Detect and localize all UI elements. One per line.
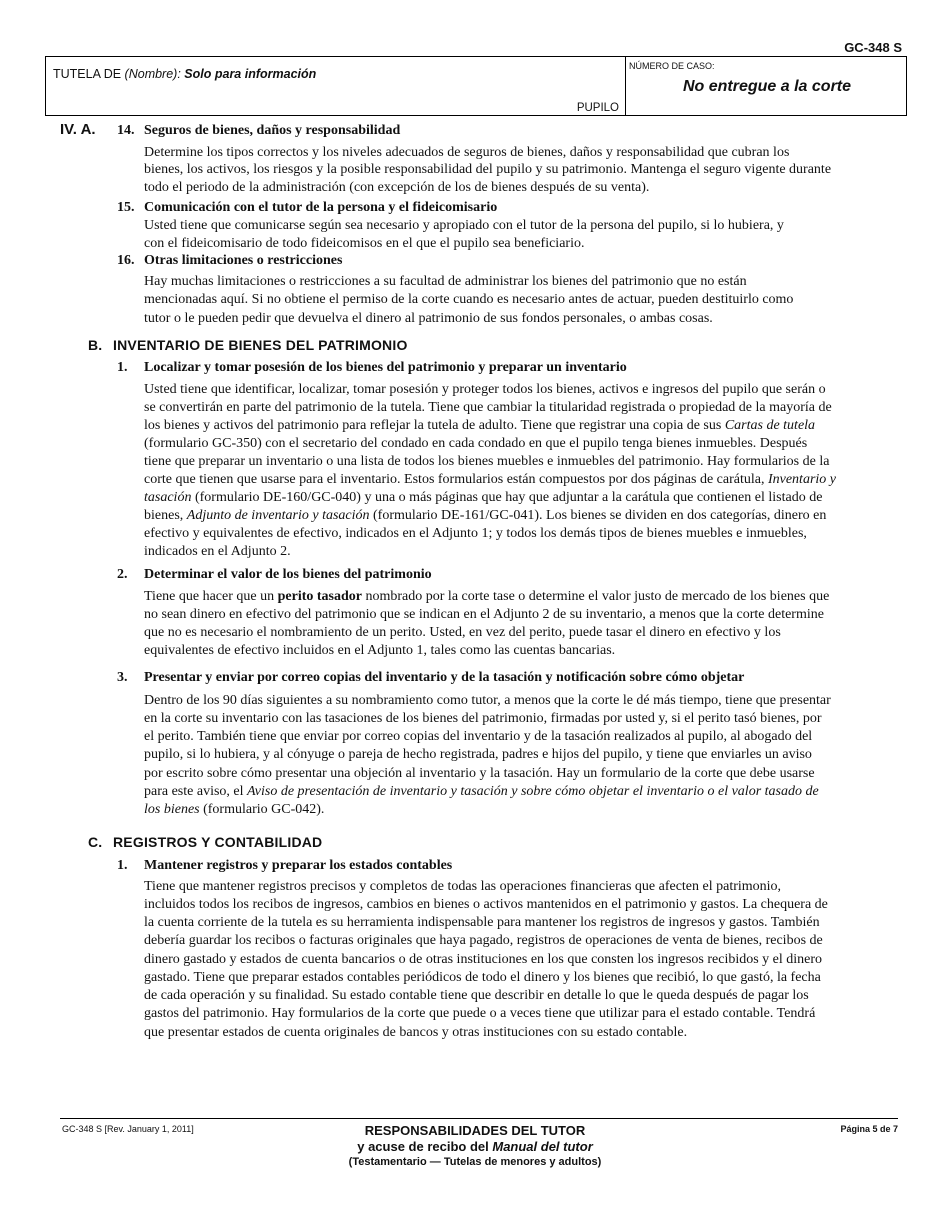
form-id: GC-348 S: [844, 40, 902, 55]
b3-line: pupilo, si lo hubiera, y al cónyuge o pareja de hecho registrada, padres e hijos del pupilo, y tiene que enviarles un aviso: [144, 747, 812, 762]
b1-line-text: (formulario DE-161/GC-041). Los bienes se dividen en dos categorías, dinero en: [369, 508, 827, 523]
case-number-value: No entregue a la corte: [682, 78, 852, 95]
case-caption-box: [45, 56, 907, 116]
b3-line-text: (formulario GC-042).: [199, 802, 325, 817]
item-16-line: Hay muchas limitaciones o restricciones a su facultad de administrar los bienes del patrimonio que no están: [144, 274, 747, 289]
footer-divider: [60, 1118, 898, 1119]
item-15-line: con el fideicomisario de todo fideicomisos en el que el pupilo sea beneficiario.: [144, 236, 585, 251]
guardianship-name-field: [46, 57, 626, 115]
c1-line: dinero gastado y estados de cuenta bancarios o de otras instituciones en los que consten los ingresos recibidos y el dinero: [144, 952, 823, 967]
adjunto-ref: Adjunto de inventario y tasación: [186, 508, 370, 523]
b3-line: el perito. También tiene que enviar por correo copias del inventario y de la tasación realizados al pupilo, al abogado del: [144, 729, 813, 744]
inventario-ref: Inventario y: [767, 472, 836, 487]
b3-title: Presentar y enviar por correo copias del inventario y de la tasación y notificación sobre cómo objetar: [144, 670, 745, 685]
b2-line-text: nombrado por la corte tase o determine el valor justo de mercado de los bienes que: [362, 589, 830, 604]
b2-line: que no es necesario el nombramiento de un perito. Usted, en vez del perito, puede tasar el dinero en efectivo y los: [144, 625, 781, 640]
b1-title: Localizar y tomar posesión de los bienes del patrimonio y preparar un inventario: [144, 360, 627, 375]
item-14-line: bienes, los activos, los riesgos y la posible responsabilidad del pupilo y su patrimonio. Mantenga el seguro vigente durante: [144, 162, 832, 177]
b3-line-text: para este aviso, el: [144, 784, 248, 799]
b1-line: indicados en el Adjunto 2.: [144, 544, 291, 559]
item-16-title: Otras limitaciones o restricciones: [144, 253, 343, 268]
b1-line: Usted tiene que identificar, localizar, tomar posesión y proteger todos los bienes, activos e ingresos del pupilo que serán o: [144, 382, 826, 397]
c1-line: gastado. Tiene que preparar estados contables periódicos de todo el dinero y los bienes que recibió, lo que gastó, la fecha: [144, 970, 821, 985]
b2-line: no sean dinero en efectivo del patrimonio que se indican en el Adjunto 2 de su inventario, a menos que la corte determine: [144, 607, 824, 622]
tasacion-ref: tasación: [144, 490, 192, 505]
c1-line: de cada operación y su finalidad. Su estado contable tiene que describir en detalle lo que le queda después de pagar los: [144, 988, 809, 1003]
b2-line: [144, 589, 829, 605]
item-14-line: Determine los tipos correctos y los niveles adecuados de seguros de bienes, daños y responsabilidad que cubran los: [144, 145, 790, 160]
b1-line: efectivo y equivalentes de efectivo, indicados en el Adjunto 1; y todos los demás tipos de bienes muebles e inmuebles,: [144, 526, 807, 541]
b1-line-text: (formulario DE-160/GC-040) y una o más páginas que hay que adjuntar a la carátula que contienen el listado de: [191, 490, 823, 505]
b1-line: [144, 490, 822, 506]
footer-title-block: [250, 1123, 700, 1168]
b1-line-text: corte que tienen que usarse para el inventario. Estos formularios están compuestos por dos páginas de carátula,: [144, 472, 768, 487]
case-number-label: NÚMERO DE CASO:: [629, 61, 715, 71]
item-15-title: Comunicación con el tutor de la persona y el fideicomisario: [144, 200, 498, 215]
tutela-label-note: (Nombre):: [124, 67, 181, 81]
section-c-title: REGISTROS Y CONTABILIDAD: [113, 834, 323, 850]
section-b-title: INVENTARIO DE BIENES DEL PATRIMONIO: [113, 337, 408, 353]
b1-line-text: bienes,: [144, 508, 187, 523]
b1-number: 1.: [117, 360, 128, 375]
pupilo-label: PUPILO: [576, 102, 619, 114]
item-14-number: 14.: [117, 123, 135, 138]
item-14-title: Seguros de bienes, daños y responsabilidad: [144, 123, 401, 138]
footer-revision: GC-348 S [Rev. January 1, 2011]: [62, 1124, 194, 1134]
c1-line: debería guardar los recibos o facturas originales que haya pagado, registros de operaciones de venta de bienes, recibos de: [144, 933, 823, 948]
section-c-label: C.: [88, 834, 103, 850]
footer-subtitle: [250, 1139, 700, 1154]
item-15-line: Usted tiene que comunicarse según sea necesario y apropiado con el tutor de la persona del pupilo, si lo hubiera, y: [144, 218, 784, 233]
b3-line: [144, 802, 324, 818]
b3-line: en la corte su inventario con las tasaciones de los bienes del patrimonio, firmadas por usted y, si el perito tasó bienes, por: [144, 711, 822, 726]
section-b-label: B.: [88, 337, 103, 353]
b3-number: 3.: [117, 670, 128, 685]
footer-subtitle-text: y acuse de recibo del: [357, 1139, 493, 1154]
b1-line-text: los bienes y activos del patrimonio para reflejar la tutela de adulto. Tiene que registrar una copia de sus: [144, 418, 725, 433]
cartas-de-tutela-ref: Cartas de tutela: [724, 418, 816, 433]
c1-title: Mantener registros y preparar los estados contables: [144, 858, 453, 873]
b3-line: [144, 784, 819, 800]
b2-line-text: Tiene que hacer que un: [144, 589, 278, 604]
footer-title: RESPONSABILIDADES DEL TUTOR: [364, 1123, 586, 1138]
b1-line: tiene que preparar un inventario o una lista de todos los bienes muebles e inmuebles del patrimonio. Hay formularios de la: [144, 454, 830, 469]
b2-number: 2.: [117, 567, 128, 582]
c1-line: incluidos todos los recibos de ingresos, cambios en bienes o activos mantenidos en el patrimonio y gastos. La chequera de: [144, 897, 828, 912]
item-16-number: 16.: [117, 253, 135, 268]
c1-line: que presentar estados de cuenta originales de bancos y otras instituciones con su estado contable.: [144, 1025, 688, 1040]
item-14-line: todo el periodo de la administración (con excepción de los de bienes después de su venta).: [144, 180, 650, 195]
b3-line: por escrito sobre cómo presentar una objeción al inventario y la tasación. Hay un formulario de la corte que debe usarse: [144, 766, 815, 781]
footer-page-number: Página 5 de 7: [840, 1124, 898, 1134]
c1-number: 1.: [117, 858, 128, 873]
b2-line: equivalentes de efectivo incluidos en el Adjunto 1, tales como las cuentas bancarias.: [144, 643, 616, 658]
footer-note: (Testamentario — Tutelas de menores y adultos): [348, 1156, 602, 1168]
c1-line: gastos del patrimonio. Hay formularios de la corte que puede o a veces tiene que utilizar para el estado contable. Tendrá: [144, 1006, 816, 1021]
tutela-label: TUTELA DE: [53, 67, 125, 81]
b1-line: se convertirán en parte del patrimonio de la tutela. Tiene que cambiar la titularidad registrada o propiedad de la mayoría de: [144, 400, 832, 415]
b2-title: Determinar el valor de los bienes del patrimonio: [144, 567, 432, 582]
b1-line: [144, 418, 815, 434]
c1-line: Tiene que mantener registros precisos y completos de todas las operaciones financieras que afecten el patrimonio,: [144, 879, 782, 894]
c1-line: la cuenta corriente de la tutela es su herramienta indispensable para mantener los registros de ingresos y gastos. También: [144, 915, 820, 930]
item-16-line: mencionadas aquí. Si no obtiene el permiso de la corte cuando es necesario antes de actuar, pueden destituirlo como: [144, 292, 794, 307]
section-iv-label: IV. A.: [60, 121, 96, 138]
b1-line: (formulario GC-350) con el secretario del condado en cada condado en que el pupilo tenga bienes inmuebles. Después: [144, 436, 808, 451]
b3-line: Dentro de los 90 días siguientes a su nombramiento como tutor, a menos que la corte le dé más tiempo, tiene que presentar: [144, 693, 831, 708]
item-15-number: 15.: [117, 200, 135, 215]
tutela-value: Solo para información: [184, 67, 317, 81]
item-16-line: tutor o le pueden pedir que devuelva el dinero al patrimonio de sus fondos personales, o ambas cosas.: [144, 311, 713, 326]
b1-line: [144, 508, 826, 524]
manual-del-tutor-ref: Manual del tutor: [492, 1139, 593, 1154]
perito-tasador-term: perito tasador: [277, 589, 362, 604]
aviso-ref: Aviso de presentación de inventario y tasación y sobre cómo objetar el inventario o el valor tasado de: [247, 784, 819, 799]
aviso-ref-cont: los bienes: [144, 802, 200, 817]
b1-line: [144, 472, 836, 488]
tutela-line: [53, 67, 316, 81]
